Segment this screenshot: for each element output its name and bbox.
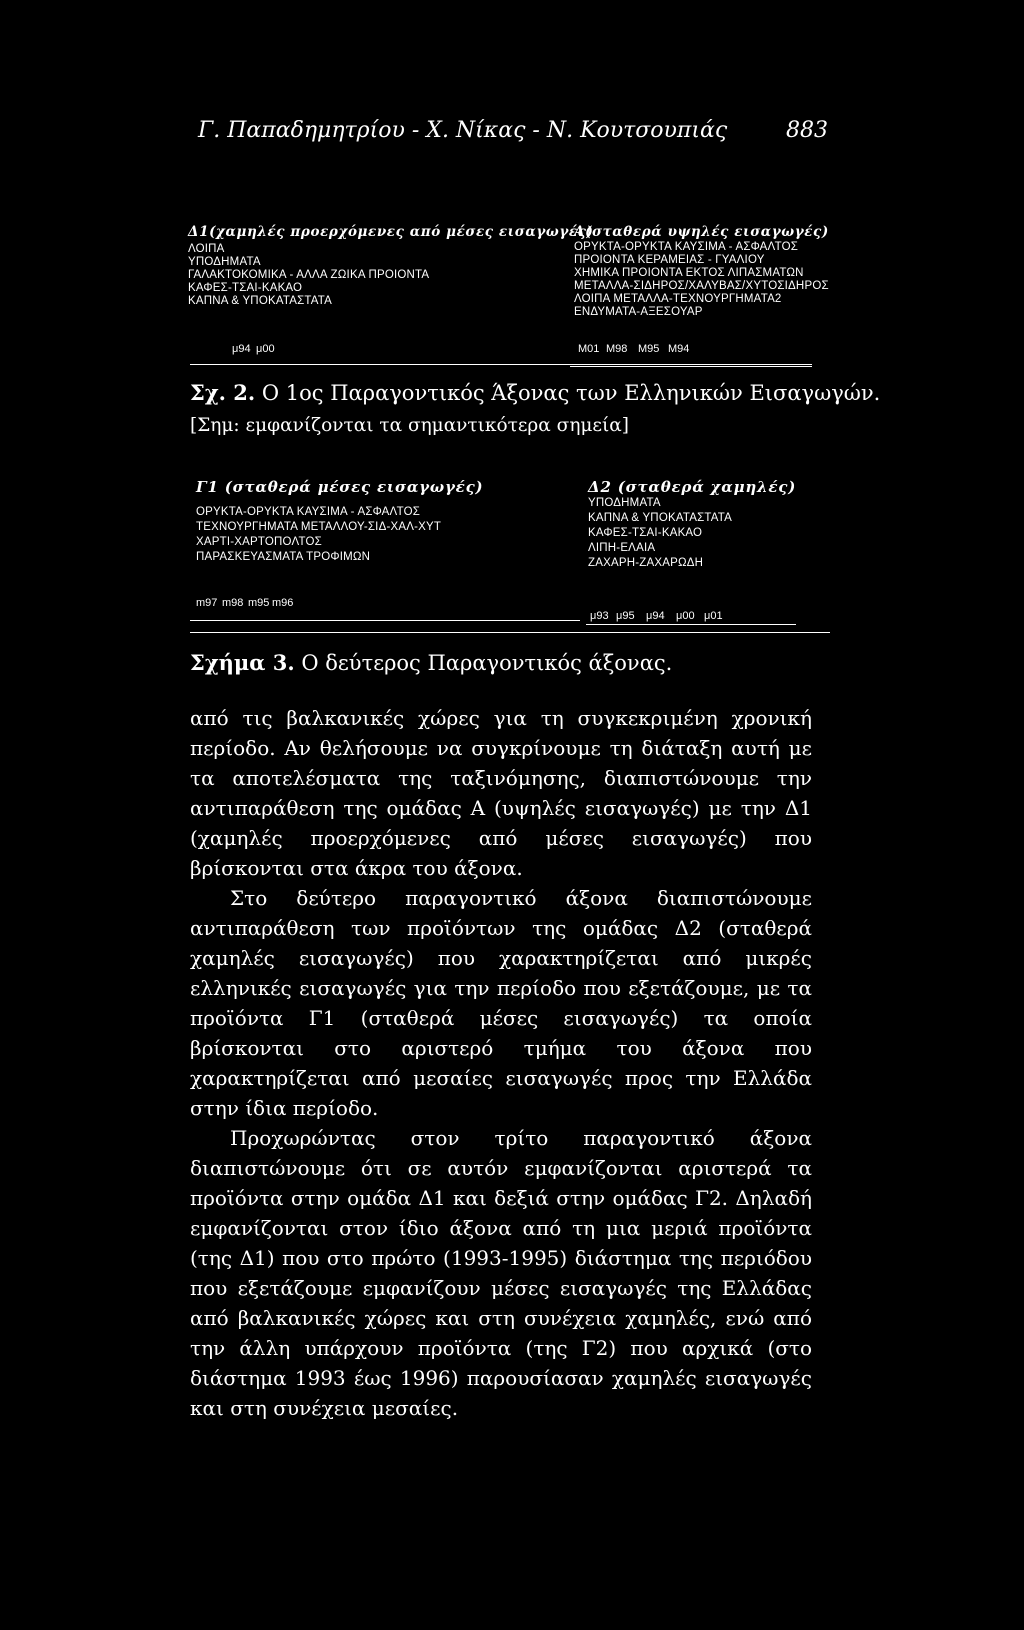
fig3-marker: m97 — [196, 597, 218, 609]
running-title: Γ. Παπαδημητρίου - Χ. Νίκας - Ν. Κουτσουπιάς — [198, 118, 728, 143]
fig2-marker: Μ95 — [638, 343, 660, 355]
fig2-right-line: ΠΡΟΙΟΝΤΑ ΚΕΡΑΜΕΙΑΣ - ΓΥΑΛΙΟΥ — [574, 254, 765, 266]
fig2-left-heading: Δ1(χαμηλές προερχόμενες από μέσες εισαγωγές) — [188, 224, 594, 240]
paragraph: από τις βαλκανικές χώρες για τη συγκεκριμένη χρονική περίοδο. Αν θελήσουμε να συγκρίνουμε τη διάταξη αυτή με τα αποτελέσματα της ταξινόμησης, διαπιστώνουμε την αντιπαράθεση της ομάδας Α (υψηλές εισαγωγές) με την Δ1 (χαμηλές προερχόμενες από μέσες εισαγωγές) που βρίσκονται στα άκρα του άξονα. — [190, 706, 812, 880]
fig2-right-line: ΧΗΜΙΚΑ ΠΡΟΙΟΝΤΑ ΕΚΤΟΣ ΛΙΠΑΣΜΑΤΩΝ — [574, 267, 804, 279]
fig3-right-line: ΚΑΠΝΑ & ΥΠΟΚΑΤΑΣΤΑΤΑ — [588, 512, 733, 524]
paragraph: Στο δεύτερο παραγοντικό άξονα διαπιστώνουμε αντιπαράθεση των προϊόντων της ομάδας Δ2 (σταθερά χαμηλές εισαγωγές) που χαρακτηρίζεται από μικρές ελληνικές εισαγωγές για την περίοδο που εξετάζουμε, με τα προϊόντα Γ1 (σταθερά μέσες εισαγωγές) τα οποία βρίσκονται στο αριστερό τμήμα του άξονα που χαρακτηρίζεται από μεσαίες εισαγωγές προς την Ελλάδα στην ίδια περίοδο. — [190, 886, 812, 1120]
fig2-note: [Σημ: εμφανίζονται τα σημαντικότερα σημεία] — [190, 415, 629, 436]
fig2-right-heading: Α(σταθερά υψηλές εισαγωγές) — [574, 224, 829, 240]
page-number: 883 — [786, 118, 828, 143]
paragraph: Προχωρώντας στον τρίτο παραγοντικό άξονα διαπιστώνουμε ότι σε αυτόν εμφανίζονται αριστερά τα προϊόντα στην ομάδα Δ1 και δεξιά στην ομάδας Γ2. Δηλαδή εμφανίζονται στον ίδιο άξονα από τη μια μεριά προϊόντα (της Δ1) που στο πρώτο (1993-1995) διάστημα της περιόδου που εξετάζουμε εμφανίζουν μέσες εισαγωγές της Ελλάδας από βαλκανικές χώρες και στη συνέχεια χαμηλές, ενώ από την άλλη υπάρχουν προϊόντα (της Γ2) που αρχικά (στο διάστημα 1993 έως 1996) παρουσίασαν χαμηλές εισαγωγές και στη συνέχεια μεσαίες. — [190, 1126, 812, 1420]
fig3-marker: m96 — [272, 597, 294, 609]
fig2-right-line: ΜΕΤΑΛΛΑ-ΣΙΔΗΡΟΣ/ΧΑΛΥΒΑΣ/ΧΥΤΟΣΙΔΗΡΟΣ — [574, 280, 829, 292]
fig3-right-line: ΖΑΧΑΡΗ-ΖΑΧΑΡΩΔΗ — [588, 557, 704, 569]
fig2-marker: Μ01 — [578, 343, 600, 355]
fig3-left-group — [196, 478, 484, 564]
fig3-marker: m95 — [248, 597, 270, 609]
fig2-left-line: ΥΠΟΔΗΜΑΤΑ — [188, 256, 261, 268]
fig3-left-heading: Γ1 (σταθερά μέσες εισαγωγές) — [196, 478, 484, 496]
fig3-marker: μ00 — [676, 610, 695, 622]
fig2-marker: Μ98 — [606, 343, 628, 355]
fig2-marker: μ00 — [256, 343, 275, 355]
fig2-right-group — [574, 226, 829, 319]
fig3-left-line: ΤΕΧΝΟΥΡΓΗΜΑΤΑ ΜΕΤΑΛΛΟΥ-ΣΙΔ-ΧΑΛ-ΧΥΤ — [196, 521, 442, 533]
fig2-right-line: ΕΝΔΥΜΑΤΑ-ΑΞΕΣΟΥΑΡ — [574, 306, 703, 318]
fig3-marker: μ01 — [704, 610, 723, 622]
fig2-marker: Μ94 — [668, 343, 690, 355]
fig2-left-line: ΓΑΛΑΚΤΟΚΟΜΙΚΑ - ΑΛΛΑ ΖΩΙΚΑ ΠΡΟΙΟΝΤΑ — [188, 269, 430, 281]
fig3-axis-line — [190, 620, 580, 621]
fig3-right-line: ΛΙΠΗ-ΕΛΑΙΑ — [588, 542, 656, 554]
fig2-left-line: ΚΑΠΝΑ & ΥΠΟΚΑΤΑΣΤΑΤΑ — [188, 295, 333, 307]
fig3-left-line: ΧΑΡΤΙ-ΧΑΡΤΟΠΟΛΤΟΣ — [196, 536, 322, 548]
fig2-axis-line — [570, 366, 812, 367]
fig2-caption — [190, 380, 880, 405]
fig2-caption-text: Ο 1ος Παραγοντικός Άξονας των Ελληνικών Εισαγωγών. — [261, 381, 881, 405]
fig3-left-line: ΟΡΥΚΤΑ-ΟΡΥΚΤΑ ΚΑΥΣΙΜΑ - ΑΣΦΑΛΤΟΣ — [196, 506, 421, 518]
fig3-right-heading: Δ2 (σταθερά χαμηλές) — [588, 478, 797, 496]
fig3-marker: μ93 — [590, 610, 609, 622]
fig3-axis-line — [190, 632, 830, 633]
fig3-left-line: ΠΑΡΑΣΚΕΥΑΣΜΑΤΑ ΤΡΟΦΙΜΩΝ — [196, 551, 371, 563]
fig3-caption-text: Ο δεύτερος Παραγοντικός άξονας. — [301, 651, 673, 675]
fig2-left-line: ΛΟΙΠΑ — [188, 243, 225, 255]
fig2-right-line: ΛΟΙΠΑ ΜΕΤΑΛΛΑ-ΤΕΧΝΟΥΡΓΗΜΑΤΑ2 — [574, 293, 782, 305]
fig3-caption-label: Σχήμα 3. — [190, 650, 295, 675]
fig2-marker: μ94 — [232, 343, 251, 355]
fig3-right-group — [588, 478, 797, 570]
body-text — [190, 703, 812, 1423]
fig2-right-line: ΟΡΥΚΤΑ-ΟΡΥΚΤΑ ΚΑΥΣΙΜΑ - ΑΣΦΑΛΤΟΣ — [574, 241, 799, 253]
fig3-right-line: ΥΠΟΔΗΜΑΤΑ — [588, 497, 661, 509]
fig2-axis-line — [190, 364, 812, 365]
fig3-marker: μ94 — [646, 610, 665, 622]
fig3-right-line: ΚΑΦΕΣ-ΤΣΑΙ-ΚΑΚΑΟ — [588, 527, 703, 539]
fig3-axis-line — [586, 624, 796, 625]
fig2-left-group — [188, 226, 593, 308]
fig3-marker: μ95 — [616, 610, 635, 622]
fig3-caption — [190, 650, 672, 675]
fig2-left-line: ΚΑΦΕΣ-ΤΣΑΙ-ΚΑΚΑΟ — [188, 282, 303, 294]
fig3-marker: m98 — [222, 597, 244, 609]
fig2-caption-label: Σχ. 2. — [190, 380, 256, 405]
